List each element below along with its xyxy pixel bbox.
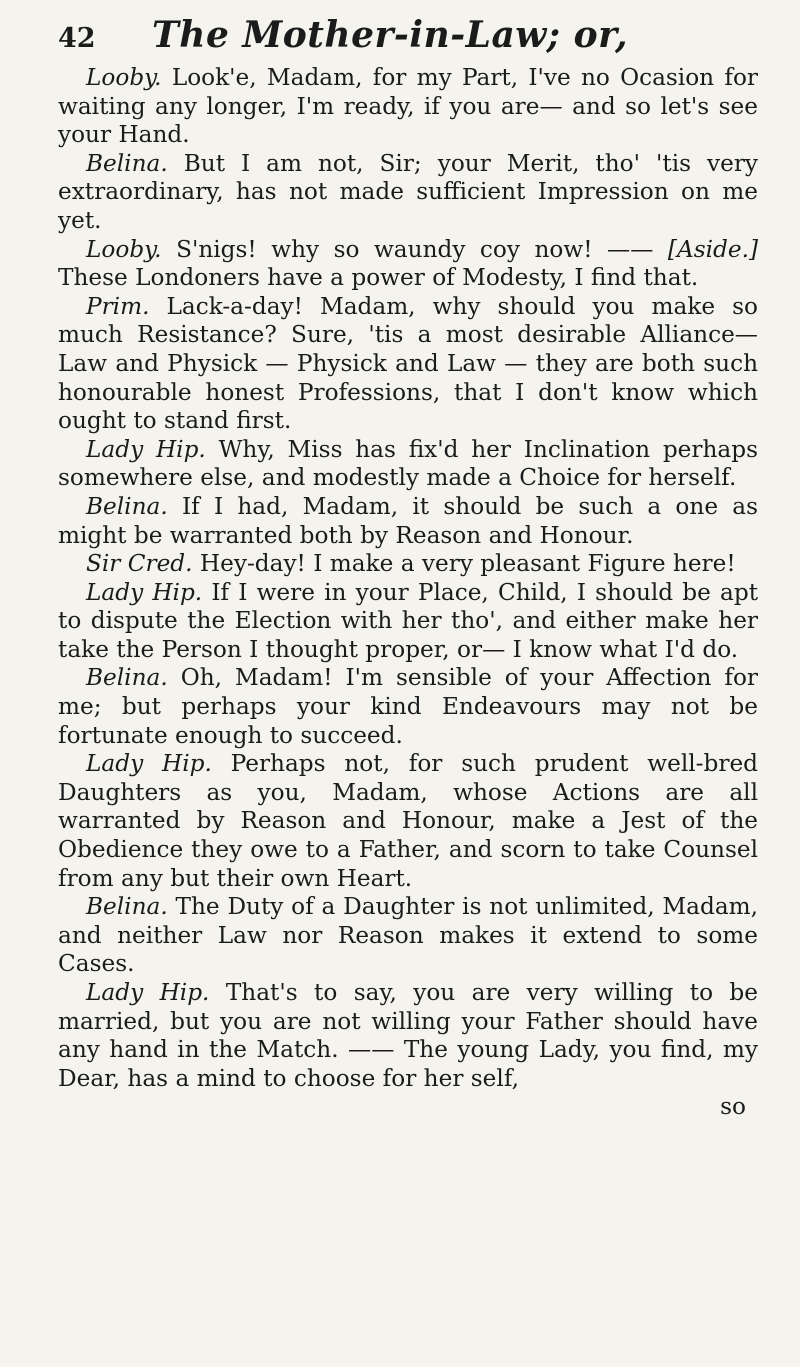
speaker-name: Looby. — [86, 235, 162, 263]
speech-text: Look'e, Madam, for my Part, I've no Ocasion for waiting any longer, I'm ready, if you are— and so let's see your Hand. — [58, 64, 758, 149]
speech-11 — [58, 893, 758, 979]
speech-text: Perhaps not, for such prudent well-bred Daughters as you, Madam, whose Actions are all warranted by Reason and Honour, make a Jest of the Obedience they owe to a Father, and scorn to take Counsel from any but their own Heart. — [58, 750, 759, 892]
speaker-name: Lady Hip. — [86, 979, 210, 1006]
speech-2 — [58, 150, 758, 236]
speaker-name: Sir Cred. — [86, 550, 193, 578]
speech-text: If I had, Madam, it should be such a one as might be warranted both by Reason and Honour. — [58, 492, 759, 549]
speech-text: Hey-day! I make a very pleasant Figure here! — [199, 550, 736, 578]
speech-9 — [58, 664, 758, 750]
speaker-name: Belina. — [86, 149, 168, 177]
speech-text-continued: These Londoners have a power of Modesty, I find that. — [58, 264, 699, 292]
speech-text: The Duty of a Daughter is not unlimited, Madam, and neither Law nor Reason makes it extend to some Cases. — [58, 893, 758, 978]
catchword: so — [720, 1093, 746, 1121]
speaker-name: Belina. — [86, 492, 168, 520]
speech-10 — [58, 750, 758, 893]
speech-1 — [58, 64, 758, 150]
page-header — [58, 14, 758, 64]
stage-direction: [Aside.] — [667, 235, 758, 263]
speech-text: Oh, Madam! I'm sensible of your Affection for me; but perhaps your kind Endeavours may not be fortunate enough to succeed. — [58, 664, 759, 749]
speech-12 — [58, 979, 758, 1093]
speech-8 — [58, 579, 758, 665]
speaker-name: Lady Hip. — [86, 435, 206, 463]
running-title: The Mother-in-Law; or, — [152, 14, 629, 56]
speaker-name: Prim. — [86, 292, 150, 320]
speaker-name: Lady Hip. — [86, 578, 203, 606]
speech-text: But I am not, Sir; your Merit, tho' 'tis very extraordinary, has not made sufficient Impression on me yet. — [58, 149, 758, 234]
speaker-name: Belina. — [86, 664, 168, 692]
speech-6 — [58, 493, 758, 550]
speech-4 — [58, 293, 758, 436]
speaker-name: Looby. — [86, 64, 162, 91]
speech-text: That's to say, you are very willing to be married, but you are not willing your Father should have any hand in the Match. —— The young Lady, you find, my Dear, has a mind to choose for her self, — [58, 979, 758, 1092]
speech-text: Why, Miss has fix'd her Inclination perhaps somewhere else, and modestly made a Choice for herself. — [58, 435, 758, 492]
speech-text: S'nigs! why so waundy coy now! —— — [176, 235, 668, 263]
speaker-name: Lady Hip. — [86, 750, 212, 778]
speech-3 — [58, 236, 758, 293]
speaker-name: Belina. — [86, 893, 168, 921]
speech-text: If I were in your Place, Child, I should be apt to dispute the Election with her tho', and either make her take the Person I thought proper, or— I know what I'd do. — [58, 578, 759, 663]
dialogue-text — [58, 64, 758, 1093]
speech-7 — [58, 550, 758, 579]
speech-text: Lack-a-day! Madam, why should you make so much Resistance? Sure, 'tis a most desirable Alliance— Law and Physick — Physick and Law — they are both such honourable honest Professions, that I don't know which ought to stand first. — [58, 292, 758, 435]
page-number: 42 — [58, 23, 96, 54]
speech-5 — [58, 436, 758, 493]
